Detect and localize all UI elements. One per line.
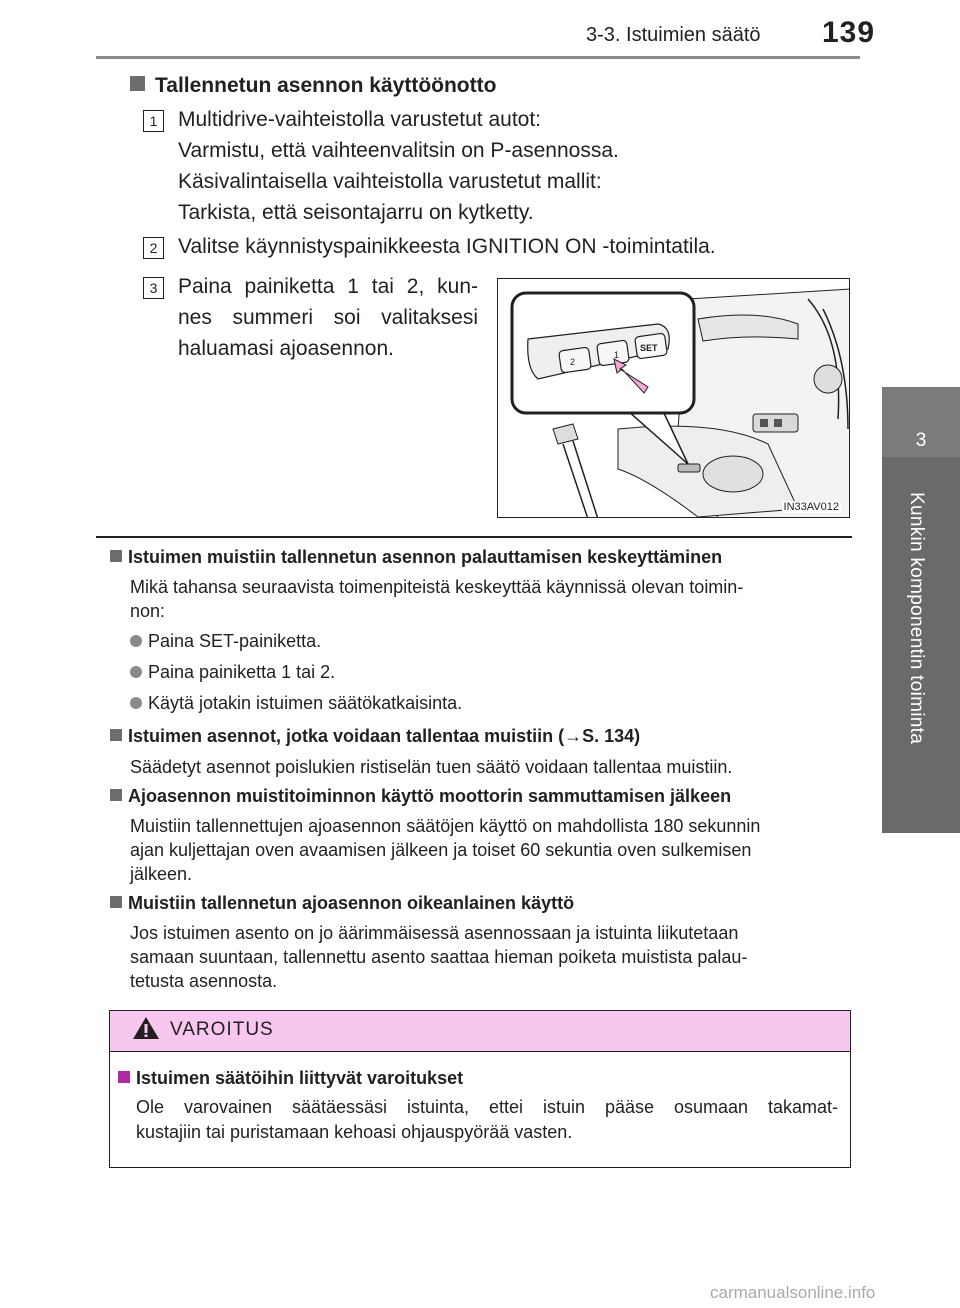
warning-box (109, 1010, 851, 1168)
warning-header (110, 1011, 850, 1052)
warning-triangle-icon (132, 1015, 160, 1041)
note-line: non: (130, 601, 166, 621)
bullet-item (130, 662, 335, 683)
square-bullet-icon (110, 789, 122, 801)
step-number-box: 1 (143, 110, 164, 132)
note-body (130, 755, 842, 779)
note-line: jälkeen. (130, 864, 193, 884)
step-1-text (178, 104, 619, 228)
bullet-text: Käytä jotakin istuimen säätökatkaisinta. (148, 693, 463, 713)
warning-line: Ole varovainen säätäessäsi istuinta, ettei istuin pääse osumaan takamat- (136, 1097, 838, 1117)
square-bullet-icon (118, 1071, 130, 1083)
step-line: Tarkista, että seisontajarru on kytketty. (178, 201, 534, 224)
note-heading-text: Muistiin tallennetun ajoasennon oikeanlainen käyttö (128, 893, 575, 913)
bullet-item (130, 693, 462, 714)
note-heading-text: Istuimen muistiin tallennetun asennon palauttamisen keskeyttäminen (128, 547, 723, 567)
watermark: carmanualsonline.info (710, 1283, 876, 1302)
step-number-box: 2 (143, 237, 164, 259)
note-line: samaan suuntaan, tallennettu asento saattaa hieman poiketa muistista palau- (130, 947, 748, 967)
step-line: Käsivalintaisella vaihteistolla varustetut mallit: (178, 170, 602, 193)
step-2-text (178, 231, 716, 262)
bullet-dot-icon (130, 666, 142, 678)
step-line: Varmistu, että vaihteenvalitsin on P-asennossa. (178, 139, 619, 162)
square-bullet-icon (110, 729, 122, 741)
memory-button-2 (559, 347, 592, 373)
memory-button-1-label: 1 (614, 350, 620, 360)
set-button-label: SET (640, 343, 658, 353)
warning-title: VAROITUS (170, 1019, 274, 1040)
bullet-text: Paina painiketta 1 tai 2. (148, 662, 336, 682)
step-3-text (178, 271, 478, 364)
note-line: tetusta asennosta. (130, 971, 278, 991)
header-section-title: 3-3. Istuimien säätö (586, 24, 761, 46)
note-heading-text: Ajoasennon muistitoiminnon käyttö moottorin sammuttamisen jälkeen (128, 786, 732, 806)
step-number-box: 3 (143, 277, 164, 299)
memory-button-2-label: 2 (570, 357, 576, 367)
memory-button-1 (597, 340, 630, 366)
note-body (130, 921, 842, 993)
set-button (635, 333, 668, 359)
warning-subheading (118, 1068, 463, 1089)
square-bullet-icon (110, 550, 122, 562)
note-line: ajan kuljettajan oven avaamisen jälkeen ja toiset 60 sekuntia oven sulkemisen (130, 840, 752, 860)
step-line: nes summeri soi valitaksesi (178, 306, 478, 329)
note-line: Jos istuimen asento on jo äärimmäisessä asennossaan ja istuinta liikutetaan (130, 923, 739, 943)
warning-subheading-text: Istuimen säätöihin liittyvät varoitukset (136, 1068, 464, 1088)
step-line: haluamasi ajoasennon. (178, 337, 394, 360)
note-heading-text: Istuimen asennot, jotka voidaan tallentaa muistiin (→S. 134) (128, 726, 641, 746)
warning-line: kustajiin tai puristamaan kehoasi ohjauspyörää vasten. (136, 1122, 573, 1142)
note-body (130, 814, 842, 886)
main-heading-text: Tallennetun asennon käyttöönotto (155, 74, 497, 97)
note-body (130, 575, 842, 623)
step-line: Paina painiketta 1 tai 2, kun- (178, 275, 478, 298)
bullet-dot-icon (130, 697, 142, 709)
bullet-text: Paina SET-painiketta. (148, 631, 322, 651)
note-heading (110, 893, 574, 914)
note-heading (110, 726, 640, 747)
bullet-dot-icon (130, 635, 142, 647)
note-line: Mikä tahansa seuraavista toimenpiteistä keskeyttää käynnissä olevan toimin- (130, 577, 744, 597)
square-bullet-icon (110, 896, 122, 908)
note-heading (110, 547, 722, 568)
step-line: Multidrive-vaihteistolla varustetut autot: (178, 108, 541, 131)
header-divider (96, 56, 860, 59)
warning-body (136, 1095, 838, 1145)
main-heading (130, 74, 496, 98)
bullet-item (130, 631, 321, 652)
step-line: Valitse käynnistyspainikkeesta IGNITION ON -toimintatila. (178, 235, 716, 258)
door-panel-illustration (498, 279, 850, 518)
memory-buttons-illustration (497, 278, 850, 518)
note-line: Säädetyt asennot poislukien ristiselän tuen säätö voidaan tallentaa muistiin. (130, 757, 733, 777)
note-heading (110, 786, 731, 807)
chapter-number: 3 (915, 430, 927, 451)
note-line: Muistiin tallennettujen ajoasennon säätöjen käyttö on mahdollista 180 sekunnin (130, 816, 761, 836)
section-divider (96, 536, 852, 538)
chapter-title: Kunkin komponentin toiminta (906, 492, 927, 745)
page-number: 139 (822, 16, 876, 49)
figure-code: IN33AV012 (783, 501, 839, 513)
square-bullet-icon (130, 76, 145, 91)
